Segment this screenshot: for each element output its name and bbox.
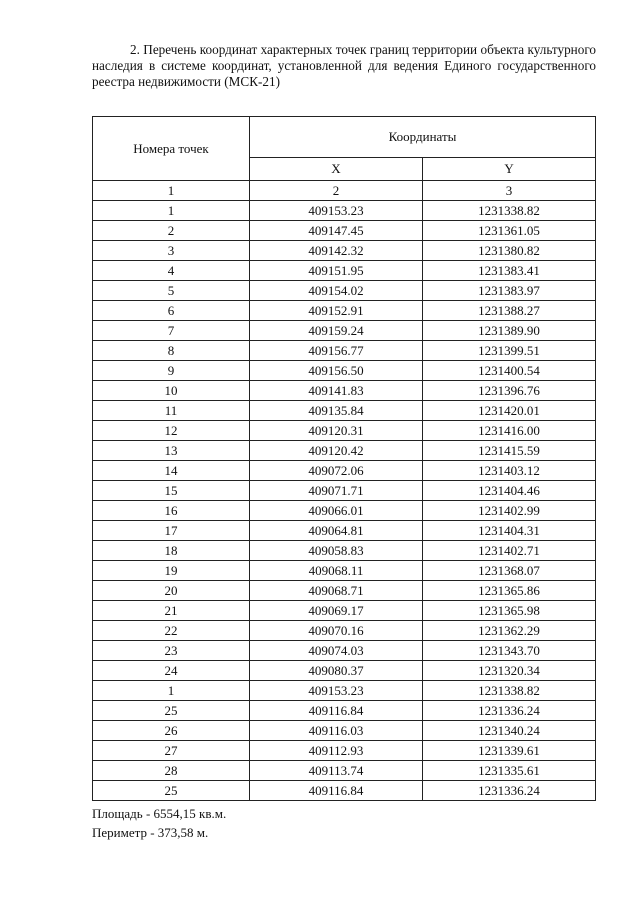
table-row <box>93 321 596 341</box>
y-coordinate-cell: 1231400.54 <box>423 361 596 381</box>
x-coordinate-cell: 409080.37 <box>250 661 423 681</box>
table-row <box>93 681 596 701</box>
table-row <box>93 701 596 721</box>
point-number-cell: 3 <box>93 241 250 261</box>
table-row <box>93 541 596 561</box>
y-coordinate-cell: 1231420.01 <box>423 401 596 421</box>
point-number-cell: 19 <box>93 561 250 581</box>
x-coordinate-cell: 409153.23 <box>250 681 423 701</box>
table-row <box>93 301 596 321</box>
x-coordinate-cell: 409068.71 <box>250 581 423 601</box>
x-coordinate-cell: 409071.71 <box>250 481 423 501</box>
x-coordinate-cell: 409072.06 <box>250 461 423 481</box>
table-row <box>93 601 596 621</box>
y-coordinate-cell: 1231380.82 <box>423 241 596 261</box>
x-coordinate-cell: 409116.84 <box>250 701 423 721</box>
x-coordinate-cell: 409142.32 <box>250 241 423 261</box>
point-number-cell: 9 <box>93 361 250 381</box>
header-coordinates: Координаты <box>250 117 596 158</box>
y-coordinate-cell: 1231365.98 <box>423 601 596 621</box>
coordinates-table <box>92 116 596 801</box>
point-number-cell: 13 <box>93 441 250 461</box>
table-row <box>93 221 596 241</box>
x-coordinate-cell: 409120.42 <box>250 441 423 461</box>
x-coordinate-cell: 409153.23 <box>250 201 423 221</box>
y-coordinate-cell: 1231396.76 <box>423 381 596 401</box>
y-coordinate-cell: 1231365.86 <box>423 581 596 601</box>
point-number-cell: 4 <box>93 261 250 281</box>
y-coordinate-cell: 1231399.51 <box>423 341 596 361</box>
perimeter-text: Периметр - 373,58 м. <box>92 825 209 840</box>
y-coordinate-cell: 1231338.82 <box>423 681 596 701</box>
table-row <box>93 661 596 681</box>
y-coordinate-cell: 1231404.46 <box>423 481 596 501</box>
point-number-cell: 16 <box>93 501 250 521</box>
y-coordinate-cell: 1231415.59 <box>423 441 596 461</box>
y-coordinate-cell: 1231343.70 <box>423 641 596 661</box>
y-coordinate-cell: 1231416.00 <box>423 421 596 441</box>
y-coordinate-cell: 1231383.97 <box>423 281 596 301</box>
point-number-cell: 11 <box>93 401 250 421</box>
table-row <box>93 461 596 481</box>
area-text: Площадь - 6554,15 кв.м. <box>92 806 227 821</box>
table-row <box>93 501 596 521</box>
section-heading-text: 2. Перечень координат характерных точек границ территории объекта культурного наследия в системе координат, установленной для ведения Единого государственного реестра недвижимости (МСК-21) <box>92 42 596 89</box>
column-numbering-row <box>93 181 596 201</box>
table-row <box>93 201 596 221</box>
y-coordinate-cell: 1231402.71 <box>423 541 596 561</box>
point-number-cell: 1 <box>93 201 250 221</box>
point-number-cell: 23 <box>93 641 250 661</box>
x-coordinate-cell: 409156.50 <box>250 361 423 381</box>
y-coordinate-cell: 1231362.29 <box>423 621 596 641</box>
x-coordinate-cell: 409154.02 <box>250 281 423 301</box>
x-coordinate-cell: 409120.31 <box>250 421 423 441</box>
point-number-cell: 18 <box>93 541 250 561</box>
x-coordinate-cell: 409064.81 <box>250 521 423 541</box>
y-coordinate-cell: 1231389.90 <box>423 321 596 341</box>
x-coordinate-cell: 409116.03 <box>250 721 423 741</box>
x-coordinate-cell: 409156.77 <box>250 341 423 361</box>
x-coordinate-cell: 409147.45 <box>250 221 423 241</box>
point-number-cell: 22 <box>93 621 250 641</box>
y-coordinate-cell: 1231404.31 <box>423 521 596 541</box>
table-row <box>93 721 596 741</box>
table-row <box>93 401 596 421</box>
y-coordinate-cell: 1231383.41 <box>423 261 596 281</box>
x-coordinate-cell: 409112.93 <box>250 741 423 761</box>
point-number-cell: 25 <box>93 781 250 801</box>
header-x: X <box>250 158 423 181</box>
y-coordinate-cell: 1231340.24 <box>423 721 596 741</box>
x-coordinate-cell: 409135.84 <box>250 401 423 421</box>
header-point-numbers: Номера точек <box>93 117 250 181</box>
x-coordinate-cell: 409116.84 <box>250 781 423 801</box>
y-coordinate-cell: 1231361.05 <box>423 221 596 241</box>
y-coordinate-cell: 1231335.61 <box>423 761 596 781</box>
table-row <box>93 361 596 381</box>
x-coordinate-cell: 409069.17 <box>250 601 423 621</box>
table-row <box>93 621 596 641</box>
column-number: 2 <box>250 181 423 201</box>
point-number-cell: 6 <box>93 301 250 321</box>
y-coordinate-cell: 1231338.82 <box>423 201 596 221</box>
point-number-cell: 1 <box>93 681 250 701</box>
table-row <box>93 521 596 541</box>
point-number-cell: 5 <box>93 281 250 301</box>
table-row <box>93 481 596 501</box>
point-number-cell: 27 <box>93 741 250 761</box>
x-coordinate-cell: 409066.01 <box>250 501 423 521</box>
coordinates-body <box>93 201 596 801</box>
point-number-cell: 24 <box>93 661 250 681</box>
x-coordinate-cell: 409113.74 <box>250 761 423 781</box>
point-number-cell: 8 <box>93 341 250 361</box>
point-number-cell: 14 <box>93 461 250 481</box>
table-row <box>93 781 596 801</box>
table-row <box>93 641 596 661</box>
point-number-cell: 20 <box>93 581 250 601</box>
table-row <box>93 341 596 361</box>
section-heading <box>92 42 596 90</box>
point-number-cell: 17 <box>93 521 250 541</box>
x-coordinate-cell: 409152.91 <box>250 301 423 321</box>
y-coordinate-cell: 1231402.99 <box>423 501 596 521</box>
y-coordinate-cell: 1231403.12 <box>423 461 596 481</box>
table-row <box>93 281 596 301</box>
column-number: 1 <box>93 181 250 201</box>
x-coordinate-cell: 409068.11 <box>250 561 423 581</box>
y-coordinate-cell: 1231320.34 <box>423 661 596 681</box>
y-coordinate-cell: 1231388.27 <box>423 301 596 321</box>
table-row <box>93 741 596 761</box>
x-coordinate-cell: 409070.16 <box>250 621 423 641</box>
point-number-cell: 15 <box>93 481 250 501</box>
column-number: 3 <box>423 181 596 201</box>
table-row <box>93 761 596 781</box>
x-coordinate-cell: 409141.83 <box>250 381 423 401</box>
table-row <box>93 441 596 461</box>
point-number-cell: 28 <box>93 761 250 781</box>
y-coordinate-cell: 1231339.61 <box>423 741 596 761</box>
header-y: Y <box>423 158 596 181</box>
table-row <box>93 381 596 401</box>
x-coordinate-cell: 409151.95 <box>250 261 423 281</box>
y-coordinate-cell: 1231368.07 <box>423 561 596 581</box>
table-row <box>93 421 596 441</box>
summary-block <box>92 804 226 842</box>
table-row <box>93 261 596 281</box>
point-number-cell: 12 <box>93 421 250 441</box>
table-row <box>93 581 596 601</box>
table-row <box>93 241 596 261</box>
x-coordinate-cell: 409058.83 <box>250 541 423 561</box>
point-number-cell: 26 <box>93 721 250 741</box>
x-coordinate-cell: 409159.24 <box>250 321 423 341</box>
point-number-cell: 2 <box>93 221 250 241</box>
y-coordinate-cell: 1231336.24 <box>423 701 596 721</box>
y-coordinate-cell: 1231336.24 <box>423 781 596 801</box>
point-number-cell: 10 <box>93 381 250 401</box>
point-number-cell: 7 <box>93 321 250 341</box>
point-number-cell: 21 <box>93 601 250 621</box>
x-coordinate-cell: 409074.03 <box>250 641 423 661</box>
point-number-cell: 25 <box>93 701 250 721</box>
table-row <box>93 561 596 581</box>
